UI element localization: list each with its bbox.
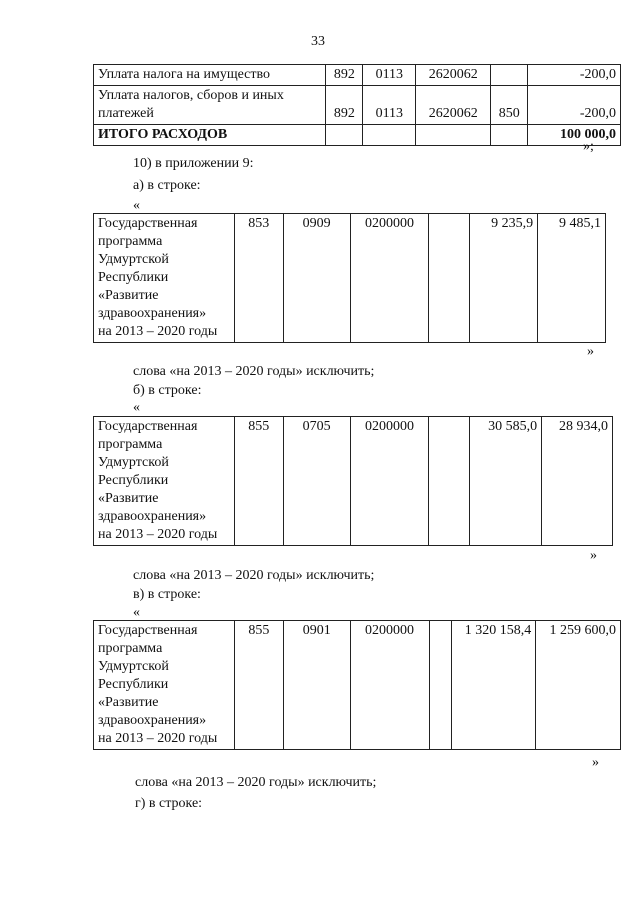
program-table-a bbox=[93, 213, 606, 343]
subitem-b-label: б) в строке: bbox=[133, 383, 202, 398]
cell-section: 0901 bbox=[283, 621, 350, 750]
cell-amount-2: 1 259 600,0 bbox=[536, 621, 621, 750]
cell-type bbox=[429, 621, 452, 750]
closing-quote: » bbox=[587, 344, 594, 359]
table-row bbox=[94, 417, 613, 546]
action-text: слова «на 2013 – 2020 годы» исключить; bbox=[133, 364, 375, 379]
cell-type bbox=[491, 65, 528, 86]
program-name: Государственная программа Удмуртской Республики «Развитие здравоохранения» на 2013 – 2020 годы bbox=[94, 417, 235, 546]
subitem-c-label: в) в строке: bbox=[133, 587, 201, 602]
cell-type bbox=[491, 125, 528, 146]
cell-type bbox=[429, 214, 470, 343]
expenses-table bbox=[93, 64, 621, 146]
closing-quote: » bbox=[592, 755, 599, 770]
cell-section: 0113 bbox=[363, 86, 416, 125]
cell-amount-2: 9 485,1 bbox=[538, 214, 606, 343]
table-row bbox=[94, 621, 621, 750]
subitem-d-label: г) в строке: bbox=[135, 796, 203, 811]
opening-quote: « bbox=[133, 605, 140, 620]
table-row bbox=[94, 214, 606, 343]
program-table-c bbox=[93, 620, 621, 750]
closing-quote: »; bbox=[583, 139, 594, 154]
cell-amount-1: 1 320 158,4 bbox=[452, 621, 536, 750]
table-row bbox=[94, 65, 621, 86]
cell-ministry bbox=[326, 125, 363, 146]
cell-ministry: 892 bbox=[326, 86, 363, 125]
total-amount: 100 000,0 bbox=[528, 125, 621, 146]
cell-amount-1: 30 585,0 bbox=[470, 417, 542, 546]
row-name: Уплата налога на имущество bbox=[94, 65, 326, 86]
cell-section bbox=[363, 125, 416, 146]
cell-amount: -200,0 bbox=[528, 65, 621, 86]
cell-amount-2: 28 934,0 bbox=[542, 417, 613, 546]
opening-quote: « bbox=[133, 400, 140, 415]
program-table-b bbox=[93, 416, 613, 546]
cell-target: 0200000 bbox=[350, 417, 429, 546]
cell-section: 0705 bbox=[283, 417, 350, 546]
action-text: слова «на 2013 – 2020 годы» исключить; bbox=[135, 775, 377, 790]
opening-quote: « bbox=[133, 198, 140, 213]
cell-target bbox=[416, 125, 491, 146]
cell-type: 850 bbox=[491, 86, 528, 125]
cell-section: 0113 bbox=[363, 65, 416, 86]
subitem-a-label: а) в строке: bbox=[133, 178, 201, 193]
closing-quote: » bbox=[590, 548, 597, 563]
total-label: ИТОГО РАСХОДОВ bbox=[94, 125, 326, 146]
item-10-text: 10) в приложении 9: bbox=[133, 156, 254, 171]
cell-target: 2620062 bbox=[416, 86, 491, 125]
cell-ministry: 853 bbox=[234, 214, 283, 343]
table-row bbox=[94, 86, 621, 125]
cell-section: 0909 bbox=[283, 214, 350, 343]
cell-target: 0200000 bbox=[350, 621, 429, 750]
cell-ministry: 855 bbox=[234, 621, 283, 750]
page-number: 33 bbox=[311, 34, 325, 49]
cell-ministry: 855 bbox=[234, 417, 283, 546]
row-name: Уплата налогов, сборов и иных платежей bbox=[94, 86, 326, 125]
cell-amount: -200,0 bbox=[528, 86, 621, 125]
program-name: Государственная программа Удмуртской Республики «Развитие здравоохранения» на 2013 – 2020 годы bbox=[94, 214, 235, 343]
cell-amount-1: 9 235,9 bbox=[470, 214, 538, 343]
action-text: слова «на 2013 – 2020 годы» исключить; bbox=[133, 568, 375, 583]
cell-target: 0200000 bbox=[350, 214, 429, 343]
program-name: Государственная программа Удмуртской Республики «Развитие здравоохранения» на 2013 – 2020 годы bbox=[94, 621, 235, 750]
table-row-total bbox=[94, 125, 621, 146]
cell-ministry: 892 bbox=[326, 65, 363, 86]
cell-type bbox=[429, 417, 470, 546]
cell-target: 2620062 bbox=[416, 65, 491, 86]
